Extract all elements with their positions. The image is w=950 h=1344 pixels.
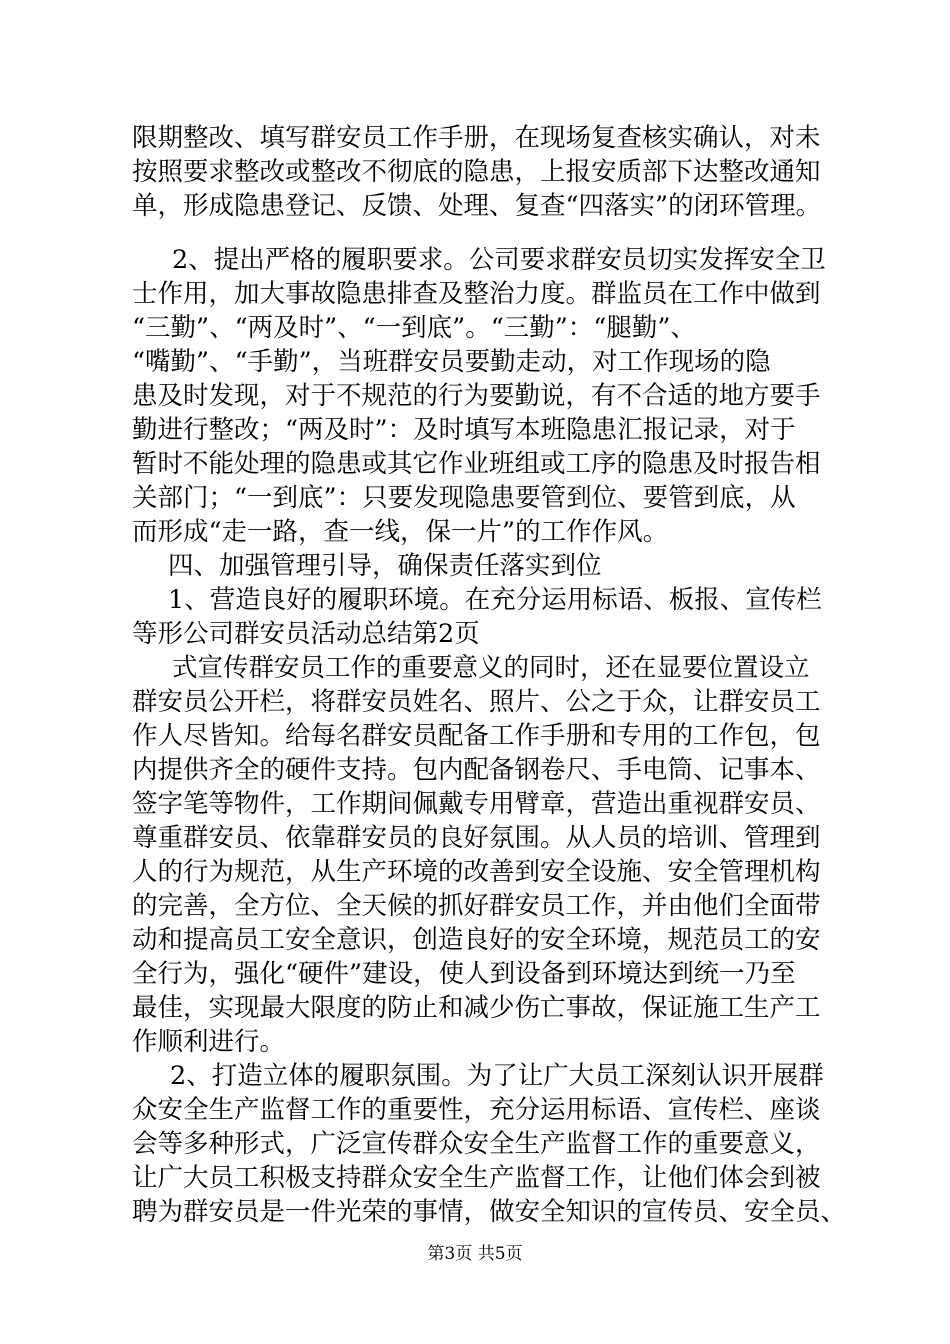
text-line: 人的行为规范，从生产环境的改善到安全设施、安全管理机构 (132, 857, 821, 887)
text-line: 签字笔等物件，工作期间佩戴专用臂章，营造出重视群安员、 (132, 789, 821, 819)
text-line: 单，形成隐患登记、反馈、处理、复查“四落实”的闭环管理。 (132, 191, 822, 221)
text-line: 式宣传群安员工作的重要意义的同时，还在显要位置设立 (172, 653, 810, 683)
text-line: 内提供齐全的硬件支持。包内配备钢卷尺、手电筒、记事本、 (132, 755, 821, 785)
text-line: 士作用，加大事故隐患排查及整治力度。群监员在工作中做到 (132, 279, 821, 309)
text-line: 2、打造立体的履职氛围。为了让广大员工深刻认识开展群 (170, 1061, 824, 1091)
text-line: 全行为，强化“硬件”建设，使人到设备到环境达到统一乃至 (132, 959, 796, 989)
text-line: 的完善，全方位、全天候的抓好群安员工作，并由他们全面带 (132, 891, 821, 921)
text-line: 尊重群安员、依靠群安员的良好氛围。从人员的培训、管理到 (132, 823, 821, 853)
text-line: 而形成“走一路，查一线，保一片”的工作作风。 (132, 517, 669, 547)
section-heading: 四、加强管理引导，确保责任落实到位 (168, 551, 602, 581)
text-line: “嘴勤”、“手勤”，当班群安员要勤走动，对工作现场的隐 (132, 347, 771, 377)
text-line: 群安员公开栏，将群安员姓名、照片、公之于众，让群安员工 (132, 687, 821, 717)
text-line: 等形公司群安员活动总结第2页 (132, 619, 480, 649)
page-number-footer: 第3页 共5页 (427, 1244, 523, 1264)
text-line: 勤进行整改；“两及时”：及时填写本班隐患汇报记录，对于 (132, 415, 796, 445)
text-line: 众安全生产监督工作的重要性，充分运用标语、宣传栏、座谈 (132, 1095, 821, 1125)
text-line: 作人尽皆知。给每名群安员配备工作手册和专用的工作包，包 (132, 721, 821, 751)
text-line: 作顺利进行。 (132, 1027, 286, 1057)
text-line: 患及时发现，对于不规范的行为要勤说，有不合适的地方要手 (132, 381, 821, 411)
text-line: 关部门；“一到底”：只要发现隐患要管到位、要管到底，从 (132, 483, 796, 513)
text-line: 动和提高员工安全意识，创造良好的安全环境，规范员工的安 (132, 925, 821, 955)
text-line: 最佳，实现最大限度的防止和减少伤亡事故，保证施工生产工 (132, 993, 821, 1023)
text-line: 让广大员工积极支持群众安全生产监督工作，让他们体会到被 (132, 1163, 821, 1193)
text-line: 2、提出严格的履职要求。公司要求群安员切实发挥安全卫 (172, 245, 826, 275)
text-line: 限期整改、填写群安员工作手册，在现场复查核实确认，对未 (132, 123, 821, 153)
text-line: 暂时不能处理的隐患或其它作业班组或工序的隐患及时报告相 (132, 449, 821, 479)
text-line: “三勤”、“两及时”、“一到底”。“三勤”：“腿勤”、 (132, 313, 696, 343)
text-line: 会等多种形式，广泛宣传群众安全生产监督工作的重要意义， (132, 1129, 821, 1159)
text-line: 按照要求整改或整改不彻底的隐患，上报安质部下达整改通知 (132, 157, 821, 187)
text-line: 聘为群安员是一件光荣的事情，做安全知识的宣传员、安全员、 (132, 1197, 847, 1227)
text-line: 1、营造良好的履职环境。在充分运用标语、板报、宣传栏 (168, 585, 822, 615)
